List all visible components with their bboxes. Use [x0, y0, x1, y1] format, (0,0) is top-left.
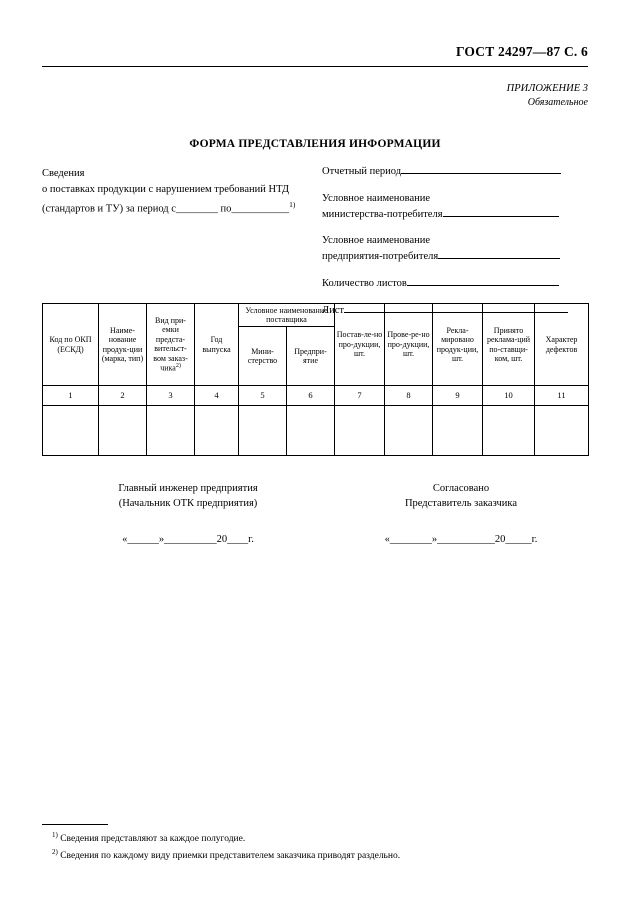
- field-sheet-count: [322, 276, 590, 292]
- th-supplier-group: Условное наименование поставщика: [239, 304, 335, 327]
- annex-subtitle: Обязательное: [527, 97, 588, 109]
- cell-year[interactable]: [195, 406, 239, 456]
- th-checked-qty: Прове-ре-но про-дукции, шт.: [385, 304, 433, 386]
- col-num-8: 8: [385, 386, 433, 406]
- cell-okp-code[interactable]: [43, 406, 99, 456]
- col-num-1: 1: [43, 386, 99, 406]
- field-ministry-name: [322, 191, 590, 223]
- cell-defect-character[interactable]: [535, 406, 589, 456]
- intro-left-line3: [42, 199, 342, 218]
- intro-left-block: [42, 166, 342, 217]
- th-okp-code: Код по ОКП (ЕСКД): [43, 304, 99, 386]
- form-title: ФОРМА ПРЕДСТАВЛЕНИЯ ИНФОРМАЦИИ: [189, 138, 441, 150]
- field-ministry-name-sublabel: министерства-потребителя: [322, 208, 443, 220]
- footnote-2-marker: 2): [52, 848, 58, 857]
- field-sheet-count-label: Количество листов: [322, 277, 407, 289]
- th-supplier-enterprise: Предпри-ятие: [287, 327, 335, 386]
- page-header-gost: ГОСТ 24297—87 С. 6: [455, 44, 588, 59]
- footnote-1: [52, 830, 592, 847]
- field-enterprise-name: [322, 233, 590, 265]
- cell-delivered-qty[interactable]: [335, 406, 385, 456]
- field-sheet-count-input[interactable]: [407, 276, 559, 286]
- cell-supplier-ministry[interactable]: [239, 406, 287, 456]
- annex-title: ПРИЛОЖЕНИЕ 3: [506, 83, 588, 94]
- col-num-3: 3: [147, 386, 195, 406]
- intro-left-line3-text: (стандартов и ТУ) за период с________ по___________: [42, 203, 290, 215]
- field-sheet-label: Лист: [322, 304, 344, 316]
- th-product-name: Наиме-нование продук-ции (марка, тип): [99, 304, 147, 386]
- th-acceptance-type-text: Вид при-емки предста-вительст-вом заказ-чика: [153, 315, 188, 373]
- field-reporting-period-label: Отчетный период: [322, 166, 402, 177]
- footnote-2-text: Сведения по каждому виду приемки представителем заказчика приводят раздельно.: [57, 851, 401, 862]
- field-enterprise-name-input[interactable]: [438, 249, 560, 259]
- field-ministry-name-label: Условное наименование: [322, 192, 431, 204]
- signature-left-date[interactable]: «______»__________20____г.: [122, 534, 254, 546]
- information-form-table: [42, 303, 589, 456]
- th-delivered-qty: Постав-ле-но про-дукции, шт.: [335, 304, 385, 386]
- signature-left: [42, 481, 334, 548]
- th-acceptance-type: [147, 304, 195, 386]
- footnote-1-text: Сведения представляют за каждое полугодие.: [57, 834, 246, 845]
- footnote-1-marker: 1): [52, 831, 58, 839]
- field-enterprise-name-label: Условное наименование: [322, 235, 431, 247]
- th-accepted-claims-qty: Принято реклама-ций по-ставщи-ком, шт.: [483, 304, 535, 386]
- signature-right-date[interactable]: «________»___________20_____г.: [384, 534, 538, 546]
- table-row: [43, 406, 589, 456]
- col-num-5: 5: [239, 386, 287, 406]
- field-reporting-period-input[interactable]: [401, 164, 561, 174]
- cell-supplier-enterprise[interactable]: [287, 406, 335, 456]
- footnote-divider: [42, 824, 108, 825]
- cell-claimed-qty[interactable]: [433, 406, 483, 456]
- table-column-numbers-row: [43, 386, 589, 406]
- intro-left-line1: Сведения: [42, 168, 85, 179]
- col-num-4: 4: [195, 386, 239, 406]
- col-num-10: 10: [483, 386, 535, 406]
- field-reporting-period: [322, 164, 590, 180]
- cell-acceptance-type[interactable]: [147, 406, 195, 456]
- col-num-2: 2: [99, 386, 147, 406]
- annex-block: [507, 82, 588, 110]
- signature-left-line2: (Начальник ОТК предприятия): [118, 498, 258, 510]
- signature-left-line1: Главный инженер предприятия: [118, 483, 258, 494]
- th-supplier-ministry: Мини-стерство: [239, 327, 287, 386]
- th-year: Год выпуска: [195, 304, 239, 386]
- intro-left-line2: о поставках продукции с нарушением требований НТД: [42, 184, 289, 196]
- header-divider: [42, 66, 588, 67]
- col-num-11: 11: [535, 386, 589, 406]
- signature-right-line1: Согласовано: [432, 483, 490, 494]
- cell-accepted-claims-qty[interactable]: [483, 406, 535, 456]
- cell-product-name[interactable]: [99, 406, 147, 456]
- field-ministry-name-input[interactable]: [443, 207, 559, 217]
- col-num-7: 7: [335, 386, 385, 406]
- field-enterprise-name-sublabel: предприятия-потребителя: [322, 251, 439, 262]
- th-defect-character: Характер дефектов: [535, 304, 589, 386]
- col-num-6: 6: [287, 386, 335, 406]
- footnotes-block: [52, 830, 592, 865]
- th-claimed-qty: Рекла-мировано продук-ции, шт.: [433, 304, 483, 386]
- signature-right-line2: Представитель заказчика: [404, 498, 518, 510]
- col-num-9: 9: [433, 386, 483, 406]
- signature-right: [334, 481, 588, 548]
- cell-checked-qty[interactable]: [385, 406, 433, 456]
- signature-block: [42, 481, 588, 548]
- footnote-ref-1: 1): [289, 199, 296, 209]
- footnote-2: [52, 847, 592, 864]
- table-header-row-1: [43, 304, 589, 327]
- footnote-ref-2: 2): [175, 363, 181, 370]
